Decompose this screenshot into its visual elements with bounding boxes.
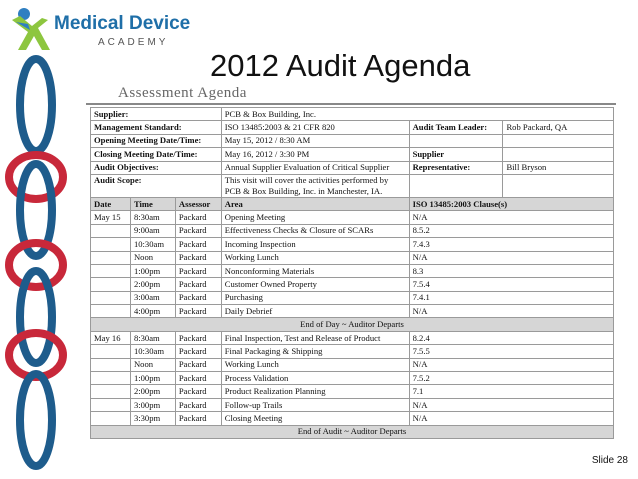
time-cell: 3:00pm [130, 398, 175, 411]
table-row [91, 398, 614, 411]
scope-value [221, 174, 409, 197]
date-cell [91, 345, 131, 358]
header-divider [86, 103, 616, 105]
closing-value: May 16, 2012 / 3:30 PM [221, 148, 409, 161]
scope-line: PCB & Box Building, Inc. in Manchester, IA. [224, 185, 383, 196]
clause-cell: N/A [409, 358, 613, 371]
day-separator-row [91, 425, 614, 438]
clause-cell: 8.5.2 [409, 224, 613, 237]
supplier-row [91, 108, 614, 121]
assessor-cell: Packard [175, 224, 221, 237]
date-cell [91, 398, 131, 411]
empty-cell [503, 174, 614, 197]
slide-number: Slide 28 [591, 455, 628, 466]
column-header-row [91, 197, 614, 210]
date-cell [91, 264, 131, 277]
column-header-time: Time [130, 197, 175, 210]
empty-cell [503, 148, 614, 161]
info-row [91, 121, 614, 134]
logo-title: Medical Device [54, 13, 191, 34]
date-cell [91, 278, 131, 291]
assessor-cell: Packard [175, 251, 221, 264]
clause-cell: N/A [409, 251, 613, 264]
area-cell: Purchasing [221, 291, 409, 304]
date-cell: May 15 [91, 211, 131, 224]
clause-cell: 7.4.3 [409, 238, 613, 251]
area-cell: Daily Debrief [221, 305, 409, 318]
column-header-date: Date [91, 197, 131, 210]
chain-link-blue [20, 374, 52, 466]
area-cell: Nonconforming Materials [221, 264, 409, 277]
date-cell [91, 238, 131, 251]
clause-cell: 7.4.1 [409, 291, 613, 304]
clause-cell: N/A [409, 305, 613, 318]
info-row [91, 134, 614, 147]
column-header-area: Area [221, 197, 409, 210]
table-row [91, 291, 614, 304]
supplier-rep-label-line1: Supplier [409, 148, 503, 161]
closing-label: Closing Meeting Date/Time: [91, 148, 222, 161]
area-cell: Opening Meeting [221, 211, 409, 224]
clause-cell: 8.3 [409, 264, 613, 277]
clause-cell: N/A [409, 398, 613, 411]
time-cell: 2:00pm [130, 278, 175, 291]
info-row [91, 148, 614, 161]
area-cell: Effectiveness Checks & Closure of SCARs [221, 224, 409, 237]
time-cell: 10:30am [130, 238, 175, 251]
table-row [91, 358, 614, 371]
clause-cell: 7.5.4 [409, 278, 613, 291]
info-row [91, 161, 614, 174]
objectives-label: Audit Objectives: [91, 161, 222, 174]
assessor-cell: Packard [175, 345, 221, 358]
assessor-cell: Packard [175, 412, 221, 425]
time-cell: 3:00am [130, 291, 175, 304]
time-cell: 1:00pm [130, 264, 175, 277]
supplier-rep-value: Bill Bryson [503, 161, 614, 174]
column-header-clause: ISO 13485:2003 Clause(s) [409, 197, 613, 210]
scope-line: This visit will cover the activities performed by [224, 174, 389, 185]
objectives-value: Annual Supplier Evaluation of Critical Supplier [221, 161, 409, 174]
logo-figure-icon [8, 6, 54, 52]
assessor-cell: Packard [175, 264, 221, 277]
clause-cell: 7.5.2 [409, 372, 613, 385]
time-cell: 1:00pm [130, 372, 175, 385]
time-cell: Noon [130, 358, 175, 371]
time-cell: 9:00am [130, 224, 175, 237]
date-cell [91, 224, 131, 237]
assessor-cell: Packard [175, 238, 221, 251]
clause-cell: 7.1 [409, 385, 613, 398]
assessor-cell: Packard [175, 291, 221, 304]
date-cell: May 16 [91, 331, 131, 344]
area-cell: Follow-up Trails [221, 398, 409, 411]
clause-cell: 8.2.4 [409, 331, 613, 344]
supplier-rep-label-line2: Representative: [409, 161, 503, 174]
document-header: Assessment Agenda [118, 85, 247, 101]
day-separator-row [91, 318, 614, 331]
medical-device-academy-logo [8, 4, 191, 54]
end-of-day-label: End of Day ~ Auditor Departs [91, 318, 614, 331]
supplier-label: Supplier: [91, 108, 222, 121]
chain-decoration [0, 55, 90, 479]
table-row [91, 251, 614, 264]
supplier-value: PCB & Box Building, Inc. [221, 108, 613, 121]
assessor-cell: Packard [175, 278, 221, 291]
assessor-cell: Packard [175, 398, 221, 411]
table-row [91, 372, 614, 385]
assessor-cell: Packard [175, 211, 221, 224]
column-header-assessor: Assessor [175, 197, 221, 210]
date-cell [91, 412, 131, 425]
empty-cell [409, 134, 503, 147]
info-row [91, 174, 614, 197]
time-cell: 2:00pm [130, 385, 175, 398]
empty-cell [503, 134, 614, 147]
table-row [91, 211, 614, 224]
table-row [91, 385, 614, 398]
area-cell: Working Lunch [221, 358, 409, 371]
area-cell: Customer Owned Property [221, 278, 409, 291]
area-cell: Incoming Inspection [221, 238, 409, 251]
assessor-cell: Packard [175, 372, 221, 385]
area-cell: Final Inspection, Test and Release of Product [221, 331, 409, 344]
time-cell: Noon [130, 251, 175, 264]
clause-cell: N/A [409, 412, 613, 425]
date-cell [91, 251, 131, 264]
time-cell: 8:30am [130, 211, 175, 224]
assessor-cell: Packard [175, 305, 221, 318]
table-row [91, 412, 614, 425]
agenda-table [90, 107, 614, 439]
date-cell [91, 291, 131, 304]
assessment-agenda-document [86, 82, 618, 447]
area-cell: Working Lunch [221, 251, 409, 264]
time-cell: 8:30am [130, 331, 175, 344]
opening-label: Opening Meeting Date/Time: [91, 134, 222, 147]
time-cell: 4:00pm [130, 305, 175, 318]
area-cell: Product Realization Planning [221, 385, 409, 398]
slide-title: 2012 Audit Agenda [210, 48, 471, 83]
end-of-audit-label: End of Audit ~ Auditor Departs [91, 425, 614, 438]
empty-cell [409, 174, 503, 197]
date-cell [91, 385, 131, 398]
table-row [91, 224, 614, 237]
assessor-cell: Packard [175, 385, 221, 398]
table-row [91, 331, 614, 344]
table-row [91, 278, 614, 291]
assessor-cell: Packard [175, 358, 221, 371]
time-cell: 3:30pm [130, 412, 175, 425]
table-row [91, 238, 614, 251]
team-leader-label: Audit Team Leader: [409, 121, 503, 134]
chain-link-red [9, 243, 63, 287]
area-cell: Process Validation [221, 372, 409, 385]
table-row [91, 264, 614, 277]
management-value: ISO 13485:2003 & 21 CFR 820 [221, 121, 409, 134]
logo-subtitle: ACADEMY [98, 37, 169, 48]
table-row [91, 305, 614, 318]
area-cell: Final Packaging & Shipping [221, 345, 409, 358]
date-cell [91, 358, 131, 371]
assessor-cell: Packard [175, 331, 221, 344]
date-cell [91, 372, 131, 385]
management-label: Management Standard: [91, 121, 222, 134]
clause-cell: 7.5.5 [409, 345, 613, 358]
chain-link-blue [20, 59, 52, 151]
area-cell: Closing Meeting [221, 412, 409, 425]
date-cell [91, 305, 131, 318]
clause-cell: N/A [409, 211, 613, 224]
table-row [91, 345, 614, 358]
opening-value: May 15, 2012 / 8:30 AM [221, 134, 409, 147]
time-cell: 10:30am [130, 345, 175, 358]
team-leader-value: Rob Packard, QA [503, 121, 614, 134]
scope-label: Audit Scope: [91, 174, 222, 197]
